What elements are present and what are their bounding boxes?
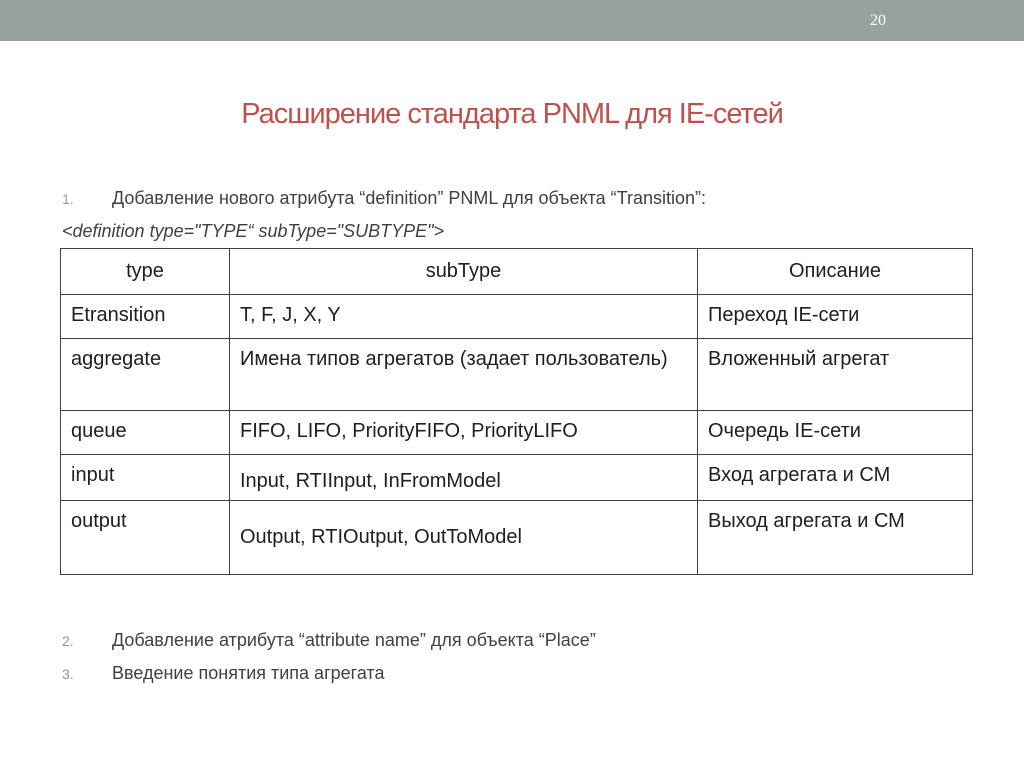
list-item-2 xyxy=(62,630,596,651)
table-cell: Очередь IE-сети xyxy=(698,411,973,455)
table-row xyxy=(61,501,973,575)
table-cell: queue xyxy=(61,411,230,455)
table-row xyxy=(61,295,973,339)
list-item-3 xyxy=(62,663,385,684)
table-cell: Переход IE-сети xyxy=(698,295,973,339)
table-cell: Вложенный агрегат xyxy=(698,339,973,411)
list-text-1: Добавление нового атрибута “definition” PNML для объекта “Transition”: xyxy=(112,188,706,208)
table-cell: Выход агрегата и СМ xyxy=(698,501,973,575)
table-cell: Etransition xyxy=(61,295,230,339)
definition-table xyxy=(60,248,973,575)
header-cell-type: type xyxy=(61,249,230,295)
list-number-3: 3. xyxy=(62,666,74,682)
slide-title: Расширение стандарта PNML для IE-сетей xyxy=(241,98,783,130)
list-item-1 xyxy=(62,188,706,209)
table-cell: Вход агрегата и СМ xyxy=(698,455,973,501)
table-cell: Input, RTIInput, InFromModel xyxy=(230,455,698,501)
table-cell: Имена типов агрегатов (задает пользователь) xyxy=(230,339,698,411)
top-bar xyxy=(0,0,1024,41)
list-text-3: Введение понятия типа агрегата xyxy=(112,663,385,683)
table-cell: FIFO, LIFO, PriorityFIFO, PriorityLIFO xyxy=(230,411,698,455)
header-cell-description: Описание xyxy=(698,249,973,295)
list-number-2: 2. xyxy=(62,633,74,649)
table-row xyxy=(61,411,973,455)
list-number-1: 1. xyxy=(62,191,74,207)
header-cell-subtype: subType xyxy=(230,249,698,295)
table-cell: input xyxy=(61,455,230,501)
table-cell: Output, RTIOutput, OutToModel xyxy=(230,501,698,575)
table-cell: aggregate xyxy=(61,339,230,411)
table-row xyxy=(61,455,973,501)
table-cell: output xyxy=(61,501,230,575)
page-number: 20 xyxy=(870,12,886,29)
code-snippet: <definition type="TYPE“ subType="SUBTYPE"> xyxy=(62,221,445,241)
list-text-2: Добавление атрибута “attribute name” для объекта “Place” xyxy=(112,630,596,650)
table-cell: T, F, J, X, Y xyxy=(230,295,698,339)
table-header-row xyxy=(61,249,973,295)
table-row xyxy=(61,339,973,411)
